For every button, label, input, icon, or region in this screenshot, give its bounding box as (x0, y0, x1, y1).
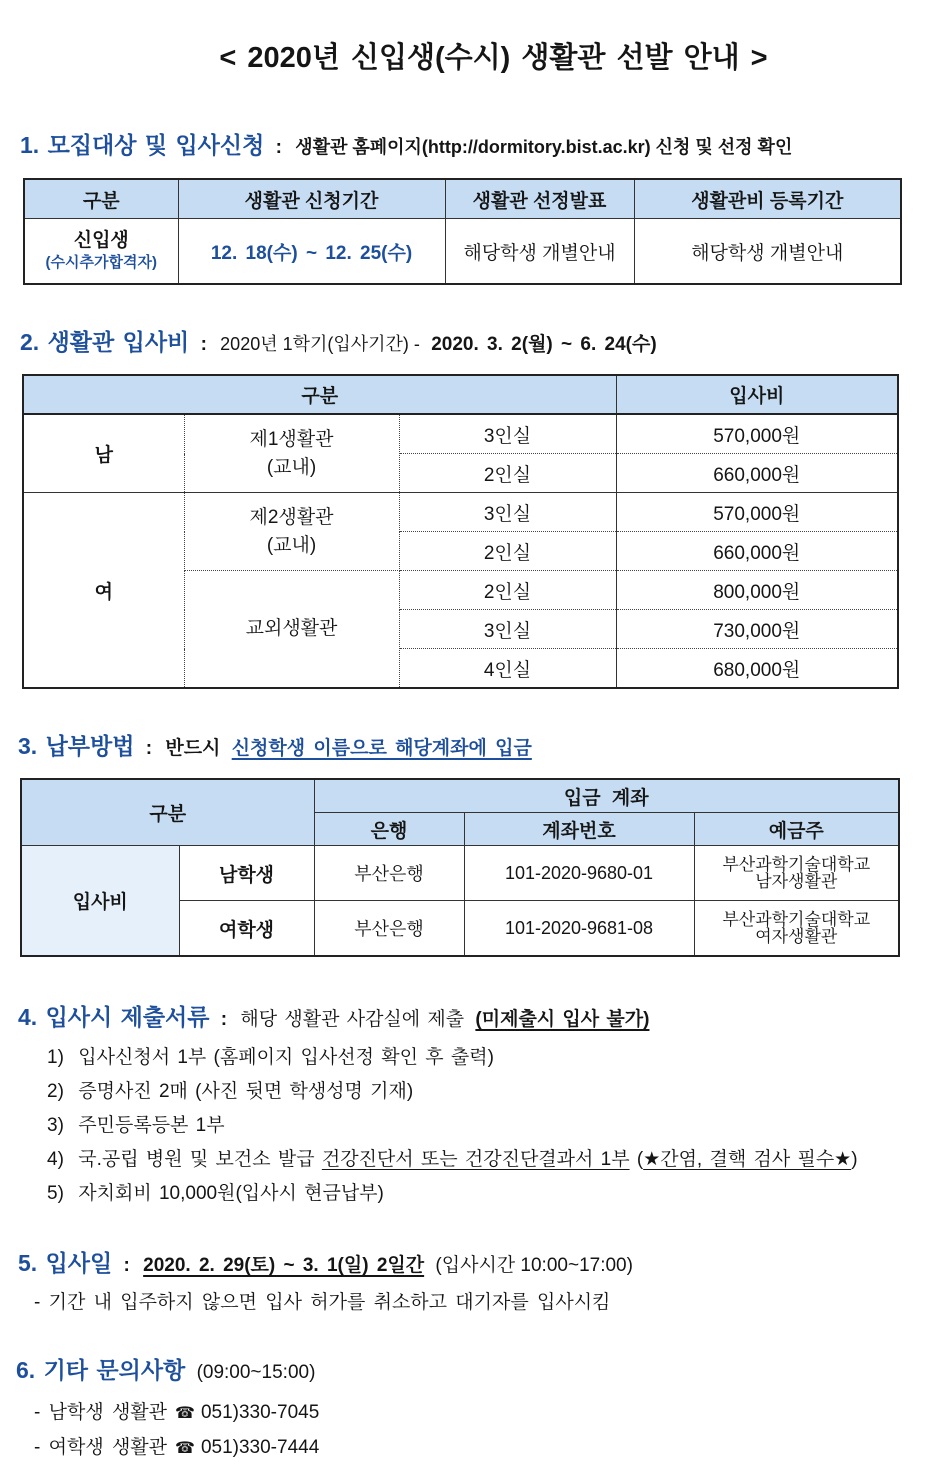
dorm-cell (184, 414, 399, 493)
payment-account-table (20, 778, 900, 957)
list-text: 입사신청서 1부 (홈페이지 입사선정 확인 후 출력) (78, 1047, 494, 1068)
application-period-value: 12. 18(수) ~ 12. 25(수) (178, 219, 445, 285)
gender-cell-male: 남 (23, 414, 184, 493)
list-number: 1) (47, 1047, 64, 1068)
header-account: 입금 계좌 (314, 779, 899, 813)
list-number: 4) (47, 1149, 64, 1170)
section3-heading: 3. 납부방법 (18, 733, 135, 759)
table-row (23, 493, 898, 532)
document-list (47, 1041, 858, 1211)
section4-heading: 4. 입사시 제출서류 (18, 1004, 210, 1030)
list-item (47, 1143, 858, 1177)
table-header-row (23, 375, 898, 414)
fee-registration-value: 해당학생 개별안내 (634, 219, 901, 285)
contact-item (34, 1396, 319, 1431)
room-type: 4인실 (399, 649, 616, 689)
holder-line2: 남자생활관 (755, 872, 838, 891)
paren-open: ( (636, 1149, 644, 1170)
student-type: 여학생 (179, 901, 314, 957)
section5-note: - 기간 내 입주하지 않으면 입사 허가를 취소하고 대기자를 입사시킴 (34, 1292, 611, 1313)
list-item (47, 1109, 858, 1143)
dorm-note: (교내) (266, 534, 317, 556)
header-category: 구분 (21, 779, 314, 846)
section4-separator: : (220, 1009, 228, 1030)
section3-emphasis: 신청학생 이름으로 해당계좌에 입금 (231, 738, 532, 759)
dorm-name: 제1생활관 (249, 428, 334, 450)
room-fee: 800,000원 (616, 571, 898, 610)
list-number: 2) (47, 1081, 64, 1102)
section1-heading: 1. 모집대상 및 입사신청 (20, 132, 265, 158)
section3-prefix: 반드시 (165, 738, 221, 759)
section5-dates: 2020. 2. 29(토) ~ 3. 1(일) 2일간 (143, 1255, 425, 1276)
contact-list (34, 1396, 319, 1466)
holder-line1: 부산과학기술대학교 (722, 910, 871, 929)
holder-cell (694, 901, 899, 957)
gender-cell-female: 여 (23, 493, 184, 689)
section2-heading: 2. 생활관 입사비 (20, 329, 190, 355)
section2-description: 2020년 1학기(입사기간) - (220, 334, 420, 354)
page-title: < 2020년 신입생(수시) 생활관 선발 안내 > (219, 42, 768, 74)
table-row (24, 219, 901, 285)
section3-separator: : (145, 738, 153, 759)
section1-separator: : (275, 137, 282, 158)
room-fee: 660,000원 (616, 532, 898, 571)
paren-close: ) (851, 1149, 858, 1170)
room-type: 2인실 (399, 454, 616, 493)
room-fee: 570,000원 (616, 493, 898, 532)
section1-description: 생활관 홈페이지(http://dormitory.bist.ac.kr) 신청 및 선정 확인 (295, 137, 793, 157)
section6-heading: 6. 기타 문의사항 (16, 1357, 186, 1383)
room-fee: 660,000원 (616, 454, 898, 493)
bank-name: 부산은행 (314, 846, 464, 901)
section2-heading-line (20, 327, 657, 360)
student-type: 남학생 (179, 846, 314, 901)
section4-description: 해당 생활관 사감실에 제출 (240, 1009, 465, 1030)
holder-line1: 부산과학기술대학교 (722, 855, 871, 874)
room-fee: 680,000원 (616, 649, 898, 689)
section5-separator: : (123, 1255, 130, 1276)
list-item (47, 1075, 858, 1109)
section5-heading: 5. 입사일 (18, 1250, 113, 1276)
phone-icon: ☎ (175, 1405, 195, 1422)
dorm-name: 교외생활관 (245, 618, 338, 639)
section5-hours: (입사시간 10:00~17:00) (435, 1255, 633, 1276)
room-fee: 570,000원 (616, 414, 898, 454)
category-cell (24, 219, 178, 285)
application-table (23, 178, 902, 285)
fee-table (22, 374, 899, 689)
header-announcement: 생활관 선정발표 (445, 179, 634, 219)
list-item (47, 1177, 858, 1211)
header-holder: 예금주 (694, 813, 899, 846)
table-header-row (24, 179, 901, 219)
room-type: 2인실 (399, 571, 616, 610)
contact-label: - 남학생 생활관 (34, 1402, 168, 1423)
contact-phone: 051)330-7444 (200, 1437, 320, 1458)
section4-warning: (미제출시 입사 불가) (475, 1009, 650, 1030)
header-category: 구분 (23, 375, 616, 414)
dorm-note: (교내) (266, 456, 317, 478)
announcement-value: 해당학생 개별안내 (445, 219, 634, 285)
list-number: 5) (47, 1183, 64, 1204)
header-bank: 은행 (314, 813, 464, 846)
header-account-number: 계좌번호 (464, 813, 694, 846)
list-text: 주민등록등본 1부 (78, 1115, 225, 1136)
list-text: 국.공립 병원 및 보건소 발급 (78, 1149, 315, 1170)
section4-heading-line (18, 1002, 649, 1035)
account-number: 101-2020-9681-08 (464, 901, 694, 957)
room-fee: 730,000원 (616, 610, 898, 649)
category-label: 신입생 (73, 230, 129, 251)
header-fee-registration: 생활관비 등록기간 (634, 179, 901, 219)
section6-heading-line (16, 1355, 315, 1388)
header-category: 구분 (24, 179, 178, 219)
list-text-underlined: 건강진단서 또는 건강진단결과서 1부 (321, 1149, 630, 1170)
item-cell: 입사비 (21, 846, 179, 957)
contact-item (34, 1431, 319, 1466)
contact-phone: 051)330-7045 (200, 1402, 320, 1423)
dorm-name: 제2생활관 (249, 506, 334, 528)
table-row (21, 846, 899, 901)
holder-line2: 여자생활관 (755, 927, 838, 946)
contact-label: - 여학생 생활관 (34, 1437, 168, 1458)
section6-hours: (09:00~15:00) (196, 1362, 316, 1383)
category-note: (수시추가합격자) (45, 254, 157, 271)
section2-separator: : (200, 334, 207, 355)
section1-heading-line (20, 130, 792, 163)
room-type: 2인실 (399, 532, 616, 571)
room-type: 3인실 (399, 610, 616, 649)
holder-cell (694, 846, 899, 901)
phone-icon: ☎ (175, 1440, 195, 1457)
list-text: 증명사진 2매 (사진 뒷면 학생성명 기재) (78, 1081, 414, 1102)
header-application-period: 생활관 신청기간 (178, 179, 445, 219)
list-item (47, 1041, 858, 1075)
room-type: 3인실 (399, 493, 616, 532)
list-number: 3) (47, 1115, 64, 1136)
table-row (23, 414, 898, 454)
dorm-cell (184, 493, 399, 571)
bank-name: 부산은행 (314, 901, 464, 957)
section5-heading-line (18, 1248, 633, 1281)
header-fee: 입사비 (616, 375, 898, 414)
list-text: 자치회비 10,000원(입사시 현금납부) (78, 1183, 384, 1204)
account-number: 101-2020-9680-01 (464, 846, 694, 901)
dorm-cell (184, 571, 399, 689)
room-type: 3인실 (399, 414, 616, 454)
list-text-highlight: ★간염, 결핵 검사 필수★ (643, 1149, 852, 1170)
section2-period: 2020. 3. 2(월) ~ 6. 24(수) (431, 334, 657, 355)
table-header-row (21, 779, 899, 813)
section3-heading-line (18, 731, 532, 764)
